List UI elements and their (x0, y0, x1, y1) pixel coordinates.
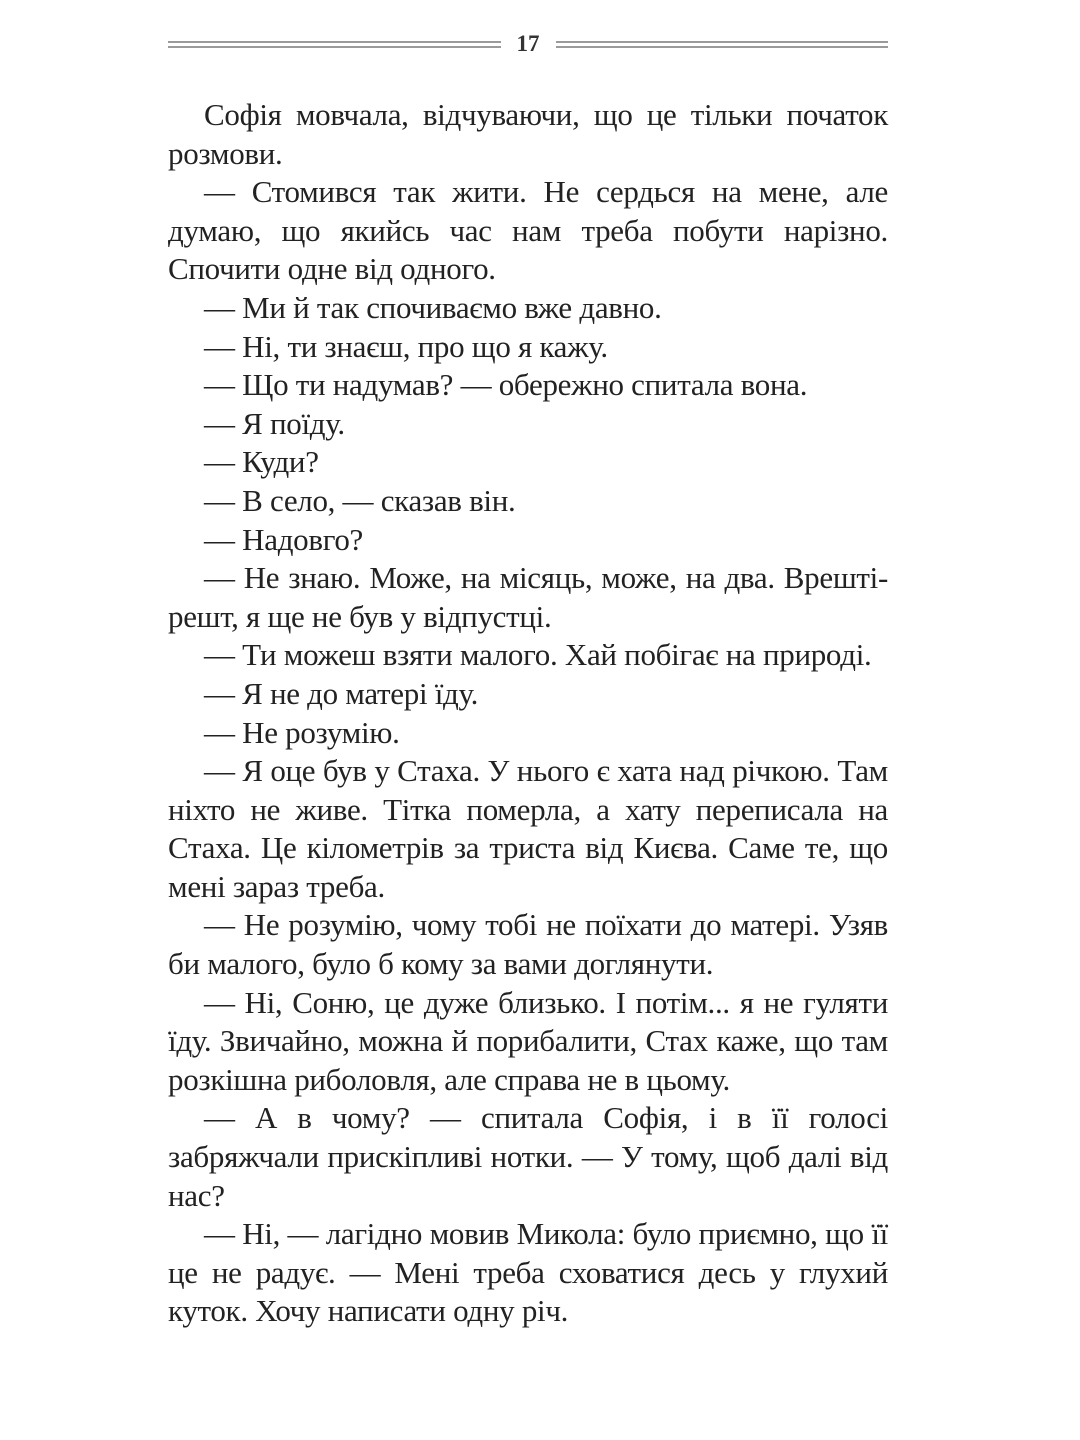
header-rule-left (168, 40, 501, 49)
page-number: 17 (516, 31, 540, 56)
text-body (168, 96, 888, 1331)
paragraph: — А в чому? — спитала Софія, і в її голосі забряжчали прискіпливі нотки. — У тому, щоб далі від нас? (168, 1100, 888, 1213)
paragraph: — Стомився так жити. Не сердься на мене, але думаю, що якийсь час нам треба побути нарізно. Спочити одне від одного. (168, 174, 888, 287)
paragraph: — Куди? (204, 444, 319, 480)
paragraph: — Ні, Соню, це дуже близько. І потім... я не гуляти їду. Звичайно, можна й порибалити, Стах каже, що там розкішна риболовля, але справа не в цьому. (168, 984, 888, 1097)
paragraph: Софія мовчала, відчуваючи, що це тільки початок розмови. (168, 97, 888, 171)
paragraph: — Ти можеш взяти малого. Хай побігає на природі. (204, 637, 872, 673)
paragraph: — Ні, ти знаєш, про що я кажу. (204, 328, 608, 364)
paragraph: — Ні, — лагідно мовив Микола: було приємно, що її це не радує. — Мені треба сховатися десь у глухий куток. Хочу написати одну річ. (168, 1216, 888, 1329)
paragraph: — В село, — сказав він. (204, 482, 516, 518)
paragraph: — Ми й так спочиваємо вже давно. (204, 289, 662, 325)
header-rule-right (556, 40, 889, 49)
paragraph: — Не розумію, чому тобі не поїхати до матері. Узяв би малого, було б кому за вами доглянути. (168, 907, 888, 982)
paragraph: — Я оце був у Стаха. У нього є хата над річкою. Там ніхто не живе. Тітка померла, а хату переписала на Стаха. Це кілометрів за триста від Києва. Саме те, що мені зараз треба. (168, 753, 888, 904)
paragraph: — Що ти надумав? — обережно спитала вона. (204, 367, 808, 403)
paragraph: — Надовго? (204, 521, 364, 557)
paragraph: — Я не до матері їду. (204, 675, 479, 711)
paragraph: — Я поїду. (204, 405, 345, 441)
page-header (168, 26, 888, 62)
paragraph: — Не знаю. Може, на місяць, може, на два. Врешті-решт, я ще не був у відпустці. (168, 560, 888, 634)
paragraph: — Не розумію. (204, 714, 400, 750)
